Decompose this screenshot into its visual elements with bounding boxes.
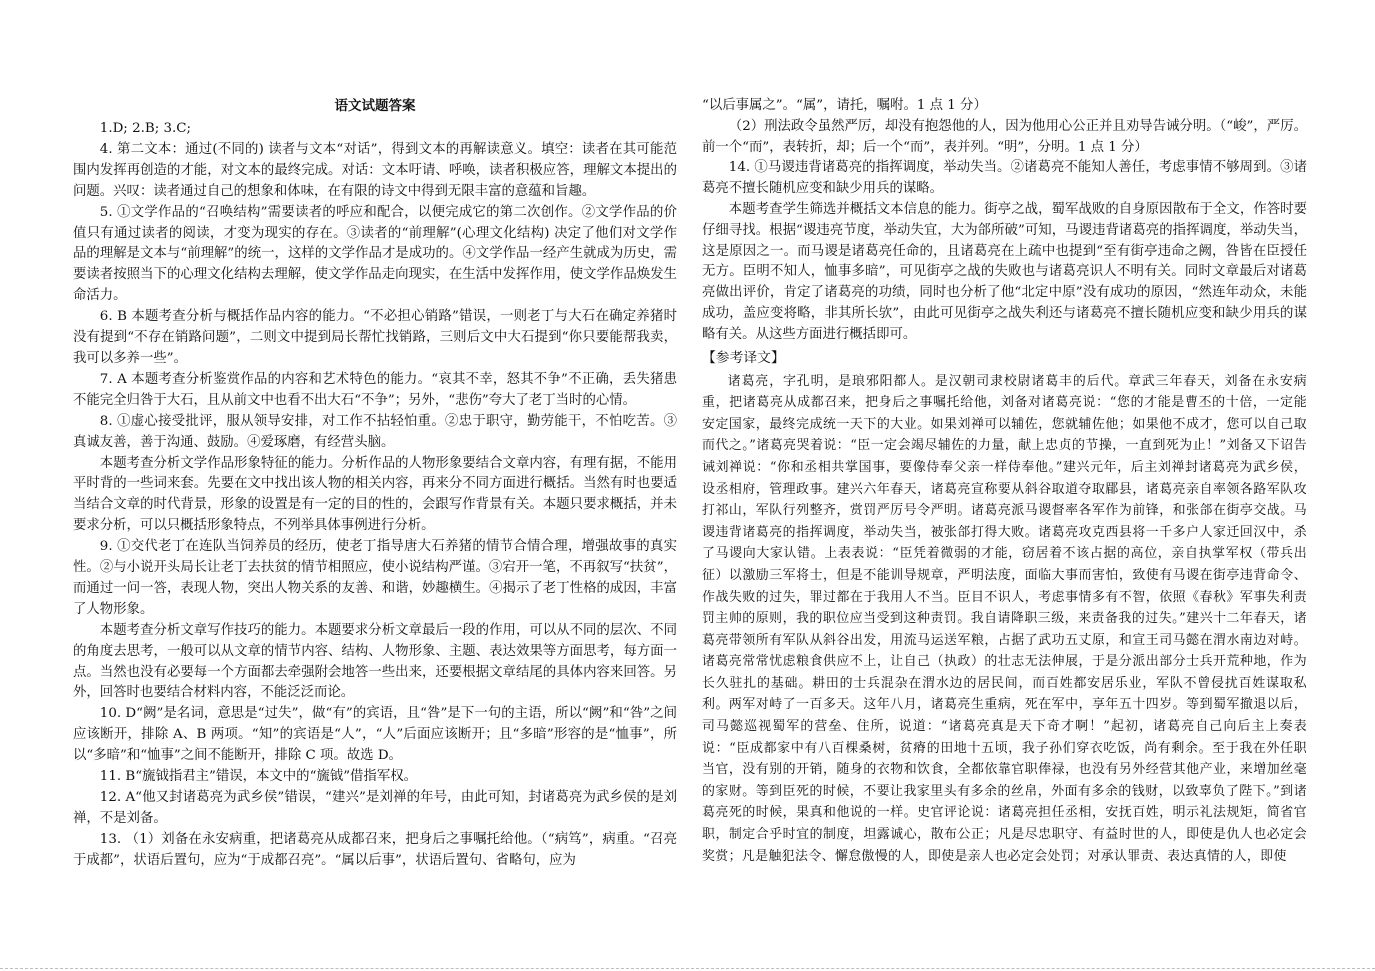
- answer-14-analysis: 本题考查学生筛选并概括文本信息的能力。街亭之战，蜀军战败的自身原因散布于全文，作答时要仔细寻找。根据“谡违亮节度，举动失宜，大为郃所破”可知，马谡违背诸葛亮的指挥调度，举动失当，这是原因之一。而马谡是诸葛亮任命的，且诸葛亮在上疏中也提到“至有街亭违命之阙，咎皆在臣授任无方。臣明不知人，恤事多暗”，可见街亭之战的失败也与诸葛亮识人不明有关。同时文章最后对诸葛亮做出评价，肯定了诸葛亮的功绩，同时也分析了他“北定中原”没有成功的原因，“然连年动众，未能成功，盖应变将略，非其所长欤”，由此可见街亭之战失利还与诸葛亮不擅长随机应变和缺少用兵的谋略有关。从这些方面进行概括即可。: [702, 201, 1307, 342]
- answer-6: 6. B 本题考查分析与概括作品内容的能力。“不必担心销路”错误，一则老丁与大石在确定养猪时没有提到“不存在销路问题”，二则文中提到局长帮忙找销路，三则后文中大石提到“你只要能帮我卖，我可以多养一些”。: [73, 309, 677, 366]
- answer-8-analysis: 本题考查分析文学作品形象特征的能力。分析作品的人物形象要结合文章内容，有理有据，不能用平时背的一些词来套。先要在文中找出该人物的相关内容，再来分不同方面进行概括。当然有时也要适当结合文章的时代背景，形象的设置是有一定的目的性的，会跟写作背景有关。本题只要求概括，并未要求分析，可以只概括形象特点，不列举具体事例进行分析。: [73, 455, 677, 534]
- answer-13-part-2: （2）刑法政令虽然严厉，却没有抱怨他的人，因为他用心公正并且劝导告诫分明。（“峻”，严厉。前一个“而”，表转折，却；后一个“而”，表并列。“明”，分明。1 点 1 分）: [702, 118, 1307, 155]
- answer-10: 10. D“阙”是名词，意思是“过失”，做“有”的宾语，且“咎”是下一句的主语，所以“阙”和“咎”之间应该断开，排除 A、B 两项。“知”的宾语是“人”，“人”后面应该断开；且“多暗”形容的是“恤事”，所以“多暗”和“恤事”之间不能断开，排除 C 项。故选 D。: [73, 706, 677, 764]
- answer-9: 9. ①交代老丁在连队当饲养员的经历，使老丁指导唐大石养猪的情节合情合理，增强故事的真实性。②与小说开头局长让老丁去扶贫的情节相照应，使小说结构严谨。③宕开一笔，不再叙写“扶贫”，而通过一问一答，表现人物，突出人物关系的友善、和谐，妙趣横生。④揭示了老丁性格的成因，丰富了人物形象。: [73, 539, 677, 617]
- bottom-divider: [0, 968, 1375, 969]
- left-column: [73, 98, 677, 872]
- answer-13-continued: “以后事属之”。“属”，请托，嘱咐。1 点 1 分）: [702, 98, 987, 113]
- answer-9-analysis: 本题考查分析文章写作技巧的能力。本题要求分析文章最后一段的作用，可以从不同的层次、不同的角度去思考，一般可以从文章的情节内容、结构、人物形象、主题、表达效果等方面思考，每方面一点。当然也没有必要每一个方面都去牵强附会地答一些出来，还要根据文章结尾的具体内容来回答。另外，回答时也要结合材料内容，不能泛泛而论。: [73, 622, 677, 701]
- answer-5: 5. ①文学作品的“召唤结构”需要读者的呼应和配合，以便完成它的第二次创作。②文学作品的价值只有通过读者的阅读，才变为现实的存在。③读者的“前理解”(心理文化结构) 决定了他们对文学作品的理解是文本与“前理解”的统一，这样的文学作品才是成功的。④文学作品一经产生就成为历史，需要读者按照当下的心理文化结构去理解，使文学作品走向现实，在生活中发挥作用，使文学作品焕发生命活力。: [73, 204, 677, 304]
- answer-11: 11. B“旒钺指君主”错误，本文中的“旒钺”借指军权。: [99, 769, 417, 785]
- right-column: [702, 96, 1307, 867]
- answer-14: 14. ①马谡违背诸葛亮的指挥调度，举动失当。②诸葛亮不能知人善任，考虑事情不够周到。③诸葛亮不擅长随机应变和缺少用兵的谋略。: [702, 160, 1307, 197]
- answer-4: 4. 第二文本：通过(不同的) 读者与文本“对话”，得到文本的再解读意义。填空：读者在其可能范围内发挥再创造的才能，对文本的最终完成。对话：文本吁请、呼唤，读者积极应答，理解文本提出的问题。兴叹：读者通过自己的想象和体味，在有限的诗文中得到无限丰富的意蕴和旨趣。: [73, 141, 677, 199]
- page-title: 语文试题答案: [334, 98, 416, 114]
- answer-1-3: 1.D; 2.B; 3.C;: [99, 121, 191, 136]
- answer-8: 8. ①虚心接受批评，服从领导安排，对工作不拈轻怕重。②忠于职守，勤劳能干，不怕吃苦。③真诚友善，善于沟通、鼓励。④爱琢磨，有经营头脑。: [73, 413, 677, 450]
- answer-13-part-1: 13. （1）刘备在永安病重，把诸葛亮从成都召来，把身后之事嘱托给他。（“病笃”，病重。“召亮于成都”，状语后置句，应为“于成都召亮”。“属以后事”，状语后置句、省略句，应为: [73, 831, 677, 868]
- answer-12: 12. A“他又封诸葛亮为武乡侯”错误，“建兴”是刘禅的年号，由此可知，封诸葛亮为武乡侯的是刘禅，不是刘备。: [73, 790, 677, 826]
- translation-text: 诸葛亮，字孔明，是琅邪阳都人。是汉朝司隶校尉诸葛丰的后代。章武三年春天，刘备在永安病重，把诸葛亮从成都召来，把身后之事嘱托给他，刘备对诸葛亮说：“您的才能是曹丕的十倍，一定能安定国家，最终完成统一天下的大业。如果刘禅可以辅佐，您就辅佐他；如果他不成才，您可以自己取而代之。”诸葛亮哭着说：“臣一定会竭尽辅佐的力量，献上忠贞的节操，一直到死为止！”刘备又下诏告诫刘禅说：“你和丞相共掌国事，要像侍奉父亲一样侍奉他。”建兴元年，后主刘禅封诸葛亮为武乡侯，设丞相府，管理政事。建兴六年春天，诸葛亮宣称要从斜谷取道夺取郿县，诸葛亮亲自率领各路军队攻打祁山，军队行列整齐，赏罚严厉号令严明。诸葛亮派马谡督率各军作为前锋，和张郃在街亭交战。马谡违背诸葛亮的指挥调度，举动失当，被张郃打得大败。诸葛亮攻克西县将一千多户人家迁回汉中，杀了马谡向大家认错。上表表说：“臣凭着微弱的才能，窃居着不该占据的高位，亲自执掌军权（带兵出征）以激励三军将士，但是不能训导规章，严明法度，面临大事而害怕，致使有马谡在街亭违背命令、作战失败的过失，罪过都在于我用人不当。臣目不识人，考虑事情多有不智，依照《春秋》军事失利责罚主帅的原则，我的职位应当受到这种责罚。我自请降职三级，来责备我的过失。”建兴十二年春天，诸葛亮带领所有军队从斜谷出发，用流马运送军粮，占据了武功五丈原，和宣王司马懿在渭水南边对峙。诸葛亮常常忧虑粮食供应不上，让自己（执政）的壮志无法伸展，于是分派出部分士兵开荒种地，作为长久驻扎的基础。耕田的士兵混杂在渭水边的居民间，而百姓都安居乐业，军队不曾侵扰百姓谋取私利。两军对峙了一百多天。这年八月，诸葛亮生重病，死在军中，享年五十四岁。等到蜀军撤退以后，司马懿巡视蜀军的营垒、住所，说道：“诸葛亮真是天下奇才啊！”起初，诸葛亮自己向后主上奏表说：“臣成都家中有八百棵桑树，贫瘠的田地十五顷，我子孙们穿衣吃饭，尚有剩余。至于我在外任职当官，没有别的开销，随身的衣物和饮食，全都依靠官职俸禄，也没有另外经营其他产业，来增加丝毫的家财。等到臣死的时候，不要让我家里头有多余的丝帛，外面有多余的钱财，以致辜负了陛下。”到诸葛亮死的时候，果真和他说的一样。史官评论说：诸葛亮担任丞相，安抚百姓，明示礼法规矩，简省官职，制定合乎时宜的制度，坦露诚心，散布公正；凡是尽忠职守、有益时世的人，即使是仇人也必定会奖赏；凡是触犯法令、懈怠傲慢的人，即使是亲人也必定会处罚；对承认罪责、表达真情的人，即使: [702, 373, 1307, 864]
- answer-7: 7. A 本题考查分析鉴赏作品的内容和艺术特色的能力。“哀其不幸，怒其不争”不正确，丢失猪患不能完全归咎于大石，且从前文中也看不出大石“不争”；另外，“悲伤”夸大了老丁当时的心情。: [73, 371, 677, 408]
- translation-heading: 【参考译文】: [702, 349, 785, 366]
